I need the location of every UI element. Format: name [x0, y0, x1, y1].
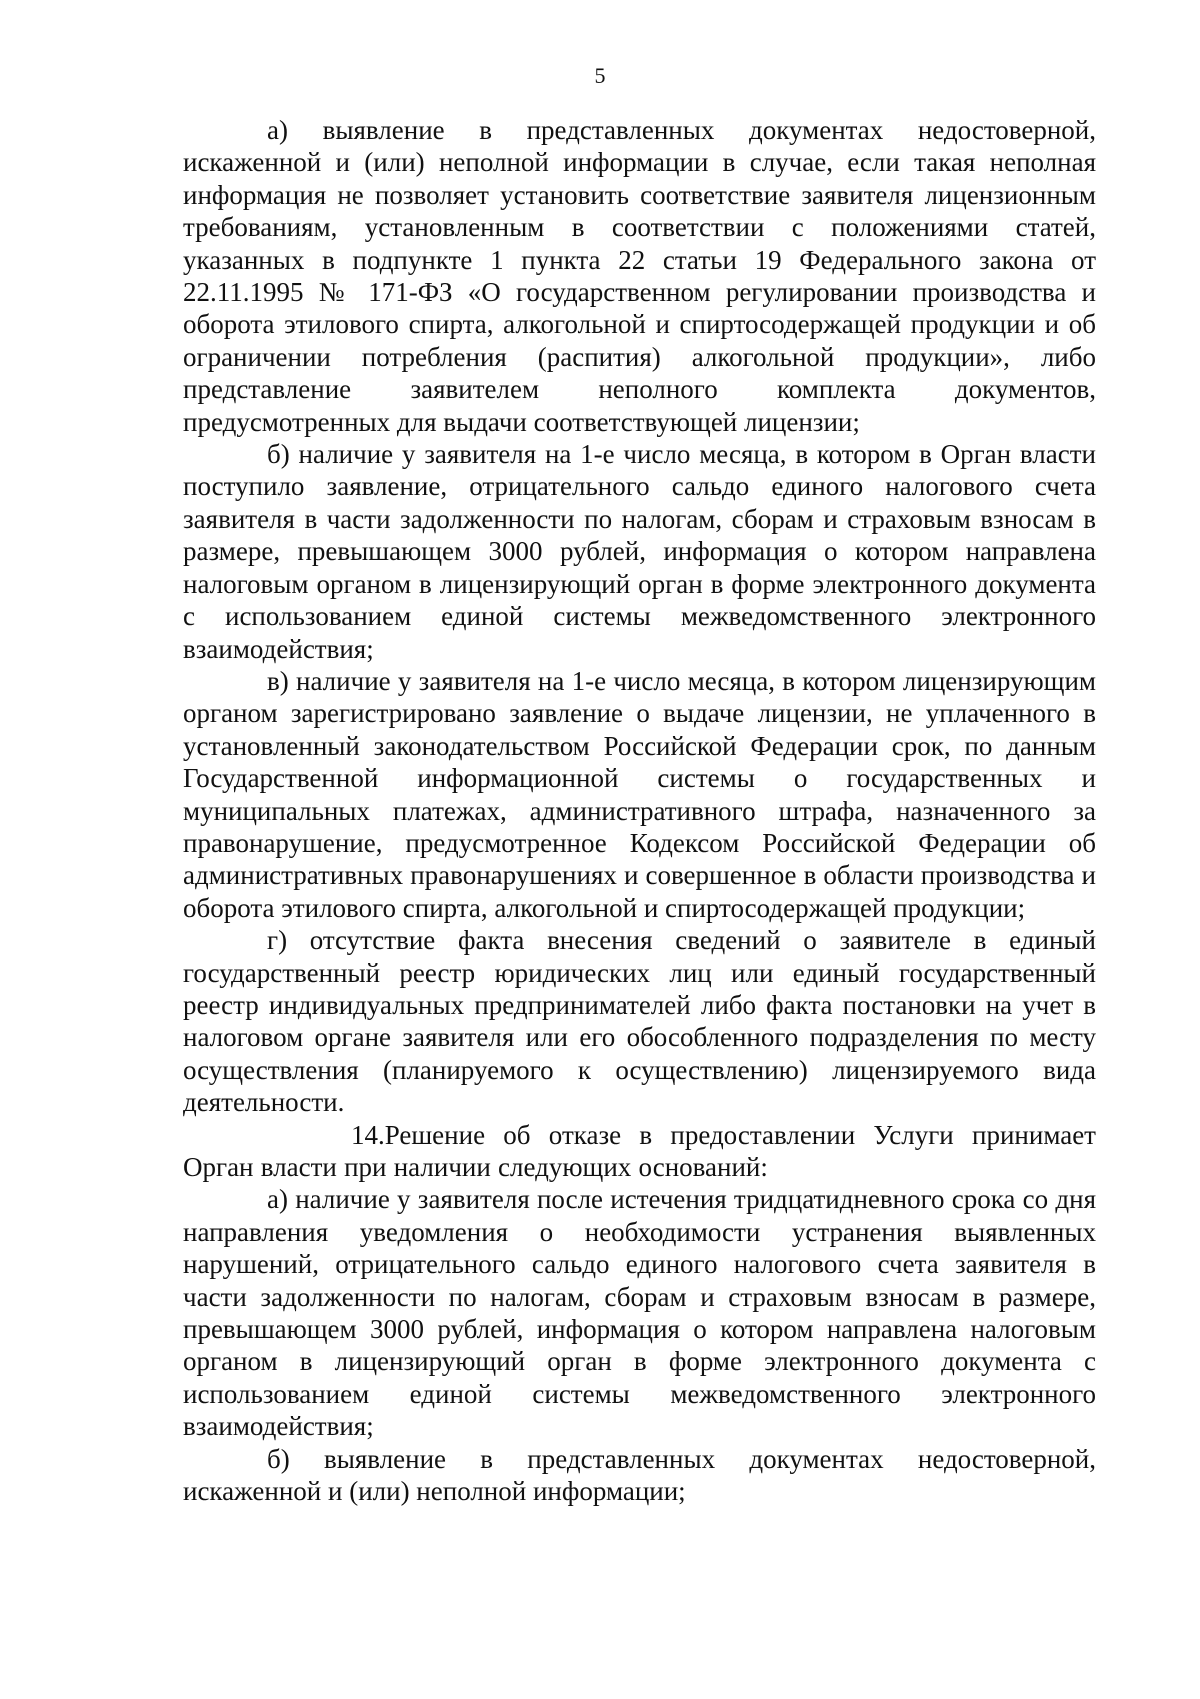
page-number: 5 [594, 63, 606, 88]
paragraph-refusal-item-a: а) наличие у заявителя после истечения тридцатидневного срока со дня направления уведомления о необходимости устранения выявленных нарушений, отрицательного сальдо единого налогового счета заявителя в части задолженности по налогам, сборам и страховым взносам в размере, превышающем 3000 рублей, информация о котором направлена налоговым органом в лицензирующий орган в форме электронного документа с использованием единой системы межведомственного электронного взаимодействия; [183, 1184, 1096, 1442]
paragraph-refusal-item-b: б) выявление в представленных документах недостоверной, искаженной и (или) неполной информации; [183, 1443, 1096, 1507]
document-body [183, 114, 1096, 1507]
clause-text: Решение об отказе в предоставлении Услуги принимает Орган власти при наличии следующих оснований: [183, 1119, 1096, 1182]
paragraph-clause-14 [183, 1119, 1096, 1184]
paragraph-item-a-invalid-info: а) выявление в представленных документах недостоверной, искаженной и (или) неполной информации в случае, если такая неполная информация не позволяет установить соответствие заявителя лицензионным требованиям, установленным в соответствии с положениями статей, указанных в подпункте 1 пункта 22 статьи 19 Федерального закона от 22.11.1995 № 171-ФЗ «О государственном регулировании производства и оборота этилового спирта, алкогольной и спиртосодержащей продукции и об ограничении потребления (распития) алкогольной продукции», либо представление заявителем неполного комплекта документов, предусмотренных для выдачи соответствующей лицензии; [183, 115, 1096, 437]
paragraph-item-b-tax-debt: б) наличие у заявителя на 1-е число месяца, в котором в Орган власти поступило заявление, отрицательного сальдо единого налогового счета заявителя в части задолженности по налогам, сборам и страховым взносам в размере, превышающем 3000 рублей, информация о котором направлена налоговым органом в лицензирующий орган в форме электронного документа с использованием единой системы межведомственного электронного взаимодействия; [183, 439, 1096, 664]
paragraph-item-g-registry: г) отсутствие факта внесения сведений о заявителе в единый государственный реестр юридических лиц или единый государственный реестр индивидуальных предпринимателей либо факта постановки на учет в налоговом органе заявителя или его обособленного подразделения по месту осуществления (планируемого к осуществлению) лицензируемого вида деятельности. [183, 925, 1096, 1118]
clause-number: 14. [351, 1119, 385, 1150]
paragraph-item-v-unpaid-fine: в) наличие у заявителя на 1-е число месяца, в котором лицензирующим органом зарегистрировано заявление о выдаче лицензии, не уплаченного в установленный законодательством Российской Федерации срок, по данным Государственной информационной системы о государственных и муниципальных платежах, административного штрафа, назначенного за правонарушение, предусмотренное Кодексом Российской Федерации об административных правонарушениях и совершенное в области производства и оборота этилового спирта, алкогольной и спиртосодержащей продукции; [183, 665, 1096, 923]
